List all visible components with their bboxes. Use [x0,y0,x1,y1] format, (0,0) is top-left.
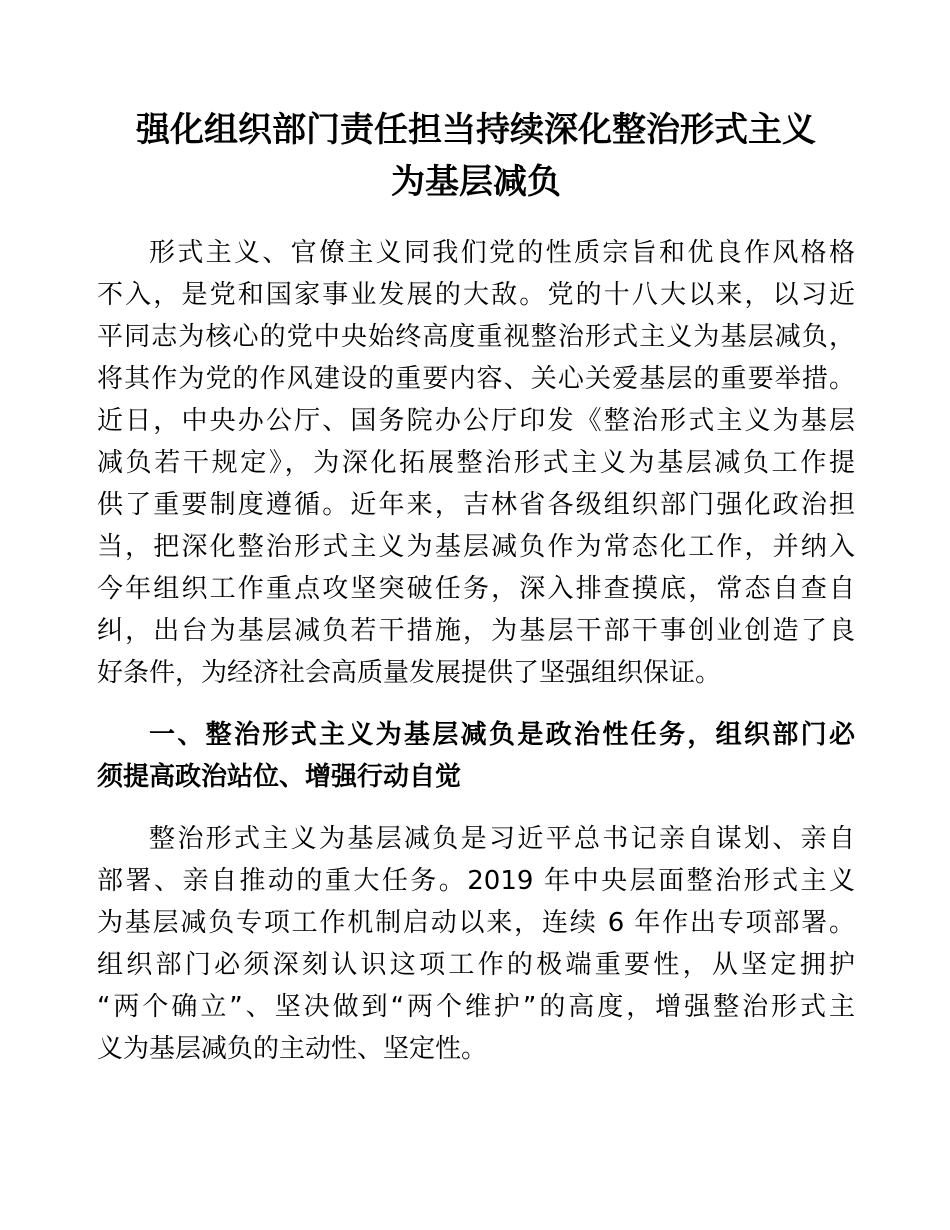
text-line: 形式主义、官僚主义同我们党的性质宗旨和优良作风格格 [149,238,855,268]
text-line: 当，把深化整治形式主义为基层减负作为常态化工作，并纳入 [97,532,855,562]
text-line: 整治形式主义为基层减负是习近平总书记亲自谋划、亲自 [149,824,855,854]
section-heading [97,714,855,798]
body-paragraph [97,232,855,694]
text-line: 须提高政治站位、增强行动自觉 [97,762,462,792]
text-line: 不入，是党和国家事业发展的大敌。党的十八大以来，以习近 [97,280,855,310]
text-line: 供了重要制度遵循。近年来，吉林省各级组织部门强化政治担 [97,490,855,520]
text-line: 组织部门必须深刻认识这项工作的极端重要性，从坚定拥护 [97,950,855,980]
text-line: 平同志为核心的党中央始终高度重视整治形式主义为基层减负， [97,322,855,352]
document-title [97,104,855,208]
text-line: 今年组织工作重点攻坚突破任务，深入排查摸底，常态自查自 [97,574,855,604]
text-line: 部署、亲自推动的重大任务。2019 年中央层面整治形式主义 [97,866,855,896]
text-line: 将其作为党的作风建设的重要内容、关心关爱基层的重要举措。 [97,364,855,394]
document-title-line-2: 为基层减负 [391,162,561,202]
text-line: 义为基层减负的主动性、坚定性。 [97,1034,488,1064]
text-line: 近日，中央办公厅、国务院办公厅印发《整治形式主义为基层 [97,406,855,436]
text-line: 好条件，为经济社会高质量发展提供了坚强组织保证。 [97,658,722,688]
text-line: 纠，出台为基层减负若干措施，为基层干部干事创业创造了良 [97,616,855,646]
text-line: “两个确立”、坚决做到“两个维护”的高度，增强整治形式主 [97,992,855,1022]
text-line: 一、整治形式主义为基层减负是政治性任务，组织部门必 [149,720,855,750]
document-title-line-1: 强化组织部门责任担当持续深化整治形式主义 [136,110,816,150]
text-line: 为基层减负专项工作机制启动以来，连续 6 年作出专项部署。 [97,908,855,938]
document-body [97,232,855,1070]
body-paragraph [97,818,855,1070]
text-line: 减负若干规定》，为深化拓展整治形式主义为基层减负工作提 [97,448,855,478]
